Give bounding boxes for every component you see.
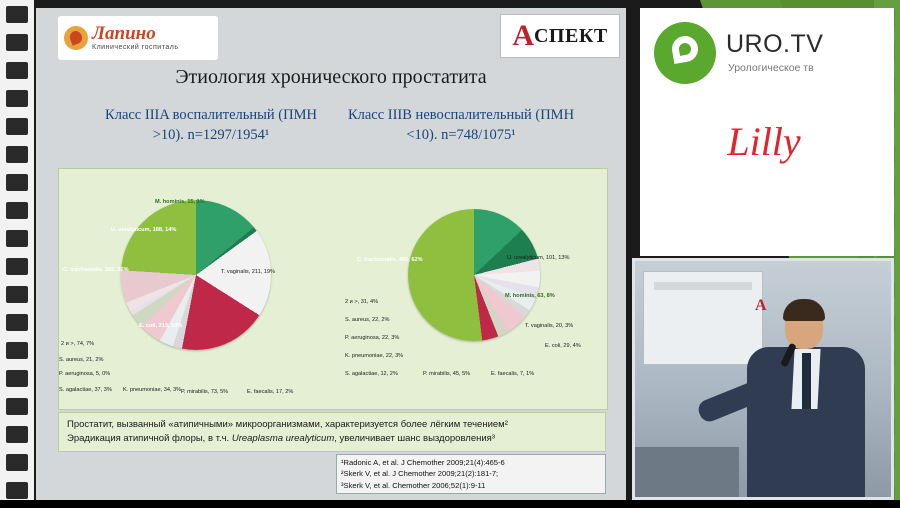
footnote-line-2-italic: Ureaplasma urealyticum bbox=[231, 432, 335, 444]
pie-b-label-p-aeruginosa: P. aeruginosa, 22, 3% bbox=[345, 335, 400, 341]
speaker-tie bbox=[802, 353, 811, 409]
pie-b-label-k-pneumoniae: K. pneumoniae, 22, 3% bbox=[345, 353, 404, 359]
pie-a-label-u-urealyticum: U. urealyticum, 188, 14% bbox=[111, 227, 177, 233]
pie-b-label-s-aureus: S. aureus, 22, 2% bbox=[345, 317, 390, 323]
urotv-branding-panel bbox=[640, 8, 894, 256]
aspekt-logo bbox=[500, 14, 620, 58]
pie-b-label-p-mirabilis: P. mirabilis, 45, 5% bbox=[423, 371, 471, 377]
charts-panel bbox=[58, 168, 608, 410]
urotv-subtitle: Урологическое тв bbox=[728, 62, 814, 74]
pie-a-label-s-aureus: S. aureus, 21, 2% bbox=[59, 357, 104, 363]
pie-b-label-t-vaginalis: T. vaginalis, 20, 3% bbox=[525, 323, 574, 329]
pie-b-label-e-faecalis: E. faecalis, 7, 1% bbox=[491, 371, 535, 377]
pie-a-label-e-coli: E. coli, 213, 19% bbox=[139, 323, 183, 329]
reference-3: ³Skerk V, et al. Chemother 2006;52(1):9-11 bbox=[341, 480, 486, 490]
lapino-mark-icon bbox=[64, 26, 88, 50]
pie-a-label-p-mirabilis: P. mirabilis, 73, 5% bbox=[181, 389, 229, 395]
slide-footnote bbox=[58, 412, 606, 452]
footnote-line-2-prefix: Эрадикация атипичной флоры, в т.ч. bbox=[67, 432, 232, 444]
lapino-logo-subtitle: Клинический госпиталь bbox=[92, 44, 179, 52]
lilly-logo: Lilly bbox=[727, 119, 801, 164]
reference-1: ¹Radonic A, et al. J Chemother 2009;21(4):465-6 bbox=[341, 458, 505, 467]
pie-a-label-p-aeruginosa: P. aeruginosa, 5, 0% bbox=[59, 371, 111, 377]
pie-b-label-m-hominis: M. hominis, 63, 8% bbox=[505, 293, 555, 299]
pie-b-label-u-urealyticum: U. urealyticum, 101, 13% bbox=[507, 255, 570, 261]
pie-chart-b-graphic bbox=[408, 209, 540, 341]
pie-b-label-2-and-more: 2 и >, 31, 4% bbox=[345, 299, 379, 305]
footnote-line-1: Простатит, вызванный «атипичными» микроорганизмами, характеризуется более лёгким течением² bbox=[67, 419, 508, 430]
speaker-video-inset[interactable] bbox=[632, 258, 894, 500]
chart-header-left: Класс IIIA воспалительный (ПМН >10). n=1297/1954¹ bbox=[105, 107, 317, 143]
pie-a-label-k-pneumoniae: K. pneumoniae, 34, 3% bbox=[123, 387, 182, 393]
bottom-letterbox bbox=[0, 500, 900, 508]
pie-a-label-m-hominis: M. hominis, 15, 1% bbox=[155, 199, 205, 205]
pie-a-label-2-and-more: 2 и >, 74, 7% bbox=[61, 341, 95, 347]
slide-title: Этиология хронического простатита bbox=[175, 66, 487, 88]
pie-a-label-e-faecalis: E. faecalis, 17, 2% bbox=[247, 389, 294, 395]
footnote-line-2-suffix: , увеличивает шанс выздоровления³ bbox=[334, 432, 495, 444]
pie-b-label-c-trachomatis: C. trachomatis, 465, 62% bbox=[357, 257, 423, 263]
urotv-leaf-icon bbox=[654, 22, 716, 84]
presentation-screen-background bbox=[643, 271, 763, 365]
aspekt-backdrop-logo: А bbox=[755, 297, 767, 314]
pie-a-label-s-agalactiae: S. agalactiae, 37, 3% bbox=[59, 387, 112, 393]
podium bbox=[632, 447, 739, 500]
presentation-slide bbox=[36, 8, 626, 500]
aspekt-logo-initial: А bbox=[512, 19, 534, 52]
pie-b-label-e-coli: E. coli, 29, 4% bbox=[545, 343, 581, 349]
urotv-name: URO.TV bbox=[726, 30, 824, 58]
pie-b-label-s-agalactiae: S. agalactiae, 12, 2% bbox=[345, 371, 398, 377]
film-perforation-column-left bbox=[0, 0, 34, 508]
pie-chart-class-iiib bbox=[345, 183, 599, 393]
pie-a-label-t-vaginalis: T. vaginalis, 211, 19% bbox=[221, 269, 275, 275]
slide-references bbox=[336, 454, 606, 494]
lapino-logo bbox=[58, 16, 218, 60]
aspekt-logo-text: СПЕКТ bbox=[533, 24, 608, 47]
footnote-line-2 bbox=[67, 432, 597, 446]
reference-2: ²Skerk V, et al. J Chemother 2009;21(2):181-7; bbox=[341, 469, 499, 479]
lapino-logo-name: Лапино bbox=[92, 23, 156, 45]
pie-a-label-c-trachomatis: C. trachomatis, 302, 26% bbox=[63, 267, 129, 273]
pie-chart-class-iiia bbox=[59, 183, 321, 395]
chart-header-right: Класс IIIB невоспалительный (ПМН <10). n=748/1075¹ bbox=[347, 107, 575, 143]
